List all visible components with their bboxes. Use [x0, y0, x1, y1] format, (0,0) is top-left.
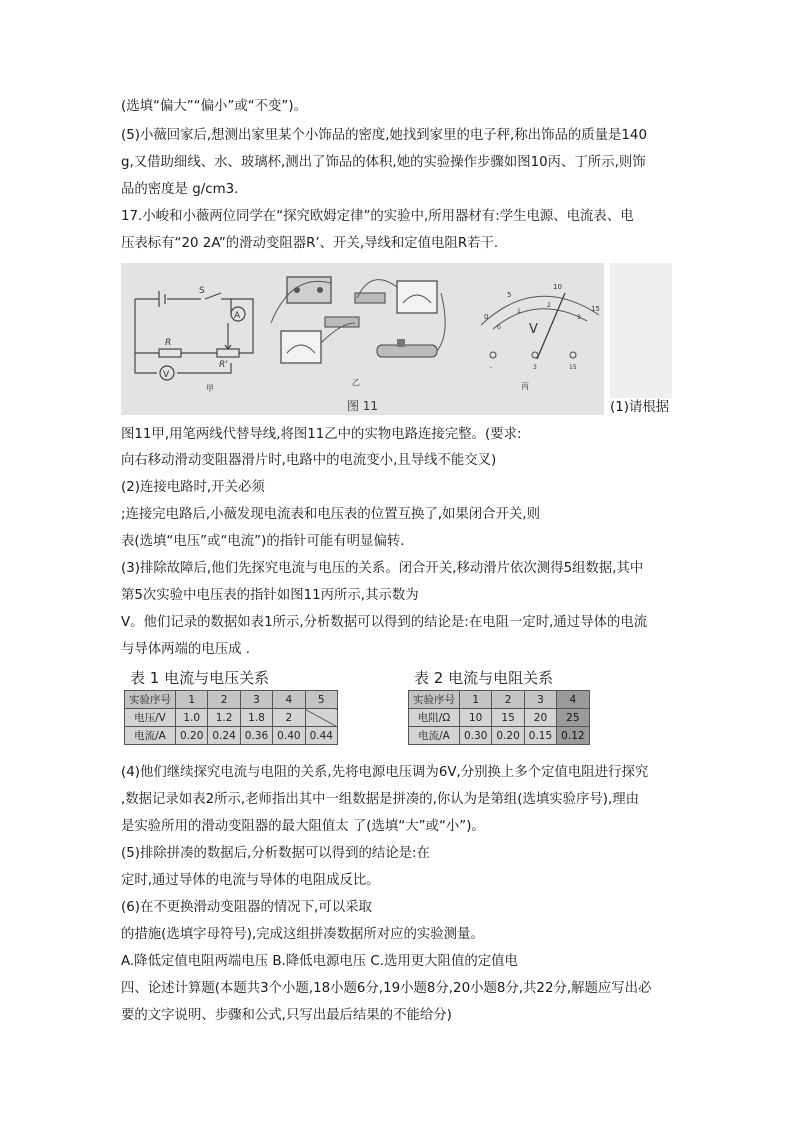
- table-cell: 20: [524, 709, 556, 727]
- resistor-label: R: [165, 338, 172, 348]
- label-jia: 甲: [206, 384, 214, 393]
- text-line-13: (3)排除故障后,他们先探究电流与电压的关系。闭合开关,移动滑片依次测得5组数据,其中: [121, 561, 644, 576]
- table-cell: 0.30: [460, 727, 492, 745]
- table-cell: 2: [208, 691, 240, 709]
- text-line-18: ,数据记录如表2所示,老师指出其中一组数据是拼凑的,你认为是第组(选填实验序号),理由: [121, 792, 640, 807]
- table-cell: 4: [557, 691, 589, 709]
- table-row: [409, 709, 590, 727]
- figure-side-strip: [610, 263, 672, 398]
- table-1-header: [125, 691, 338, 709]
- table-cell-slash: [305, 709, 337, 727]
- text-line-14: 第5次实验中电压表的指针如图11丙所示,其示数为: [121, 588, 419, 603]
- dial-tick-0: 0: [484, 313, 489, 321]
- dial-inner-0: 0: [497, 324, 501, 331]
- table-cell: 5: [305, 691, 337, 709]
- text-line-19: 是实验所用的滑动变阻器的最大阻值太 了(选填“大”或“小”)。: [121, 819, 485, 834]
- text-line-2: (5)小薇回家后,想测出家里某个小饰品的密度,她找到家里的电子秤,称出饰品的质量是140: [121, 128, 647, 143]
- table-cell: 25: [557, 709, 589, 727]
- dial-inner-3: 3: [577, 314, 581, 321]
- dial-symbol: V: [529, 322, 538, 337]
- table-cell: 1.0: [176, 709, 208, 727]
- text-line-23: 的措施(选填字母符号),完成这组拼凑数据所对应的实验测量。: [121, 927, 484, 942]
- table-cell: 1.2: [208, 709, 240, 727]
- text-line-9: 向右移动滑动变阻器滑片时,电路中的电流变小,且导线不能交叉): [121, 453, 497, 468]
- table-cell: 0.40: [273, 727, 305, 745]
- table-cell: 3: [524, 691, 556, 709]
- table-cell: 2: [492, 691, 524, 709]
- text-line-4: 品的密度是 g/cm3.: [121, 182, 239, 197]
- table-1-title: 表 1 电流与电压关系: [130, 669, 270, 687]
- text-line-7: (1)请根据: [610, 400, 670, 415]
- table-2-header: [409, 691, 590, 709]
- figure-11: [121, 263, 604, 415]
- table-row: [125, 727, 338, 745]
- ammeter-label: A: [234, 311, 241, 321]
- table-cell: 0.20: [176, 727, 208, 745]
- text-line-15: V。他们记录的数据如表1所示,分析数据可以得到的结论是:在电阻一定时,通过导体的电流: [121, 615, 648, 630]
- text-line-6: 压表标有“20 2A”的滑动变阻器R’、开关,导线和定值电阻R若干.: [121, 236, 499, 251]
- table-cell: 2: [273, 709, 305, 727]
- figure-11-drawing: [121, 263, 604, 398]
- text-line-11: ;连接完电路后,小薇发现电流表和电压表的位置互换了,如果闭合开关,则: [121, 507, 540, 522]
- table-row: [125, 709, 338, 727]
- text-line-26: 要的文字说明、步骤和公式,只写出最后结果的不能给分): [121, 1008, 452, 1023]
- voltmeter-label: V: [163, 370, 170, 380]
- table-cell: 0.36: [240, 727, 272, 745]
- table-cell: 1.8: [240, 709, 272, 727]
- table-cell: 0.44: [305, 727, 337, 745]
- table-cell: 1: [460, 691, 492, 709]
- table-cell: 实验序号: [409, 691, 460, 709]
- text-line-10: (2)连接电路时,开关必须: [121, 480, 265, 495]
- text-line-16: 与导体两端的电压成 .: [121, 642, 251, 657]
- table-cell: 0.15: [524, 727, 556, 745]
- table-cell: 0.24: [208, 727, 240, 745]
- rheostat-label: R': [219, 360, 228, 370]
- table-cell: 实验序号: [125, 691, 176, 709]
- text-line-17: (4)他们继续探究电流与电阻的关系,先将电源电压调为6V,分别换上多个定值电阻进行探究: [121, 765, 649, 780]
- table-cell: 4: [273, 691, 305, 709]
- table-1: [124, 667, 338, 745]
- text-line-5: 17.小峻和小薇两位同学在“探究欧姆定律”的实验中,所用器材有:学生电源、电流表、电: [121, 209, 634, 224]
- terminal-3: 3: [533, 364, 537, 371]
- dial-inner-2: 2: [547, 302, 551, 309]
- table-cell: 电流/A: [125, 727, 176, 745]
- table-cell: 15: [492, 709, 524, 727]
- text-line-3: g,又借助细线、水、玻璃杯,测出了饰品的体积,她的实验操作步骤如图10丙、丁所示,则饰: [121, 155, 646, 170]
- table-cell: 0.20: [492, 727, 524, 745]
- table-2: [408, 667, 590, 745]
- dial-tick-5: 5: [507, 291, 512, 299]
- text-line-22: (6)在不更换滑动变阻器的情况下,可以采取: [121, 900, 372, 915]
- dial-inner-1: 1: [517, 308, 521, 315]
- label-bing: 丙: [521, 382, 529, 391]
- table-cell: 电流/A: [409, 727, 460, 745]
- table-row: [409, 727, 590, 745]
- terminal-neg: -: [490, 364, 493, 371]
- text-line-24: A.降低定值电阻两端电压 B.降低电源电压 C.选用更大阻值的定值电: [121, 954, 518, 969]
- apparatus-yi: [271, 277, 445, 363]
- table-cell: 1: [176, 691, 208, 709]
- terminal-15: 15: [569, 364, 577, 371]
- text-line-20: (5)排除拼凑的数据后,分析数据可以得到的结论是:在: [121, 846, 430, 861]
- dial-tick-10: 10: [553, 283, 562, 291]
- table-cell: 0.12: [557, 727, 589, 745]
- table-2-grid: [408, 690, 590, 745]
- label-yi: 乙: [352, 378, 360, 387]
- figure-caption: 图 11: [346, 399, 379, 413]
- dial-tick-15: 15: [591, 305, 600, 313]
- text-line-8: 图11甲,用笔两线代替导线,将图11乙中的实物电路连接完整。(要求:: [121, 427, 522, 442]
- table-cell: 电压/V: [125, 709, 176, 727]
- text-line-21: 定时,通过导体的电流与导体的电阻成反比。: [121, 873, 380, 888]
- switch-label: S: [199, 286, 205, 296]
- table-1-grid: [124, 690, 338, 745]
- table-cell: 10: [460, 709, 492, 727]
- table-2-title: 表 2 电流与电阻关系: [414, 669, 554, 687]
- text-line-12: 表(选填“电压”或“电流”)的指针可能有明显偏转.: [121, 534, 405, 549]
- text-line-1: (选填“偏大”“偏小”或“不变”)。: [121, 99, 307, 114]
- table-cell: 电阻/Ω: [409, 709, 460, 727]
- text-line-25: 四、论述计算题(本题共3个小题,18小题6分,19小题8分,20小题8分,共22分,解题应写出必: [121, 981, 652, 996]
- table-cell: 3: [240, 691, 272, 709]
